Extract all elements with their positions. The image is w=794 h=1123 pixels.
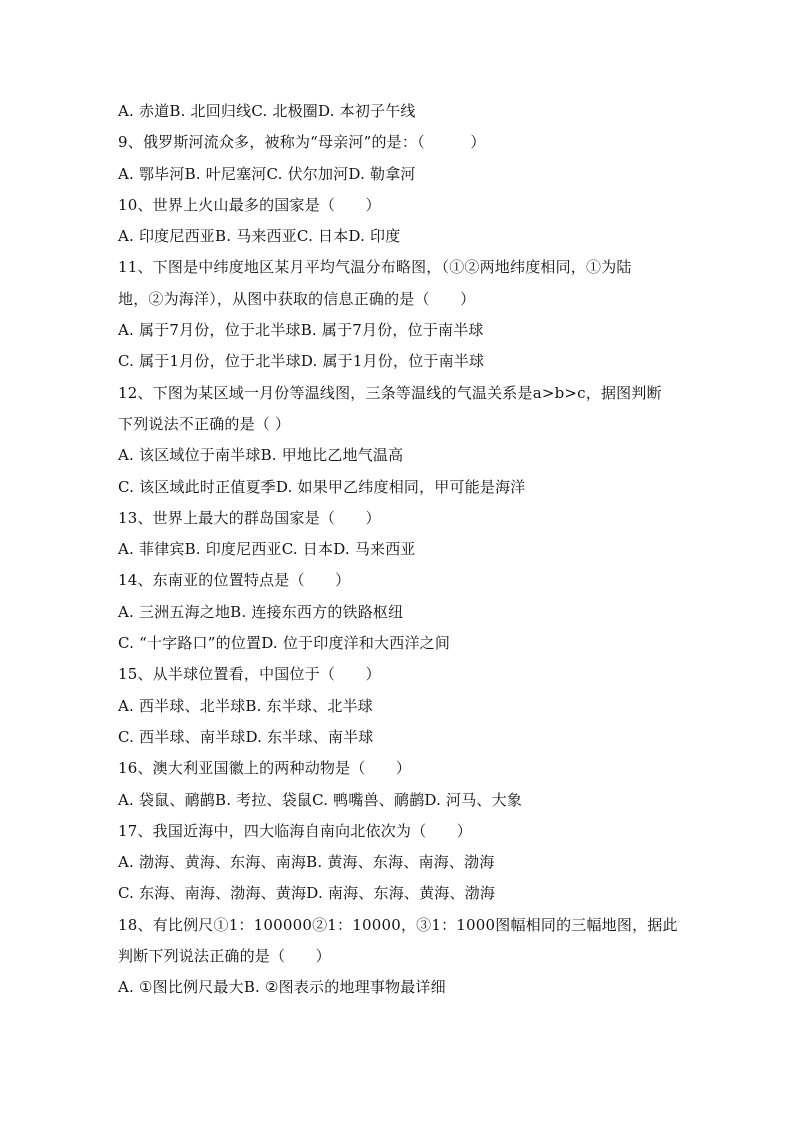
question-12-line-2: 下列说法不正确的是（ ）: [118, 414, 291, 433]
question-9: 9、俄罗斯河流众多，被称为“母亲河”的是：（ ）: [118, 133, 486, 152]
question-17: 17、我国近海中，四大临海自南向北依次为（ ）: [118, 821, 472, 840]
answer-options-q15-ab: A. 西半球、北半球B. 东半球、北半球: [118, 696, 373, 715]
question-18-line-2: 判断下列说法正确的是（ ）: [118, 947, 331, 966]
answer-options-q14-cd: C. “十字路口”的位置D. 位于印度洋和大西洋之间: [118, 634, 451, 653]
question-12-line-1: 12、下图为某区域一月份等温线图，三条等温线的气温关系是a>b>c，据图判断: [118, 383, 662, 402]
answer-options-q9: A. 鄂毕河B. 叶尼塞河C. 伏尔加河D. 勒拿河: [118, 164, 416, 183]
question-16: 16、澳大利亚国徽上的两种动物是（ ）: [118, 759, 412, 778]
question-11-line-1: 11、下图是中纬度地区某月平均气温分布略图，（①②两地纬度相同，①为陆: [118, 258, 632, 277]
answer-options-q10: A. 印度尼西亚B. 马来西亚C. 日本D. 印度: [118, 227, 401, 246]
question-14: 14、东南亚的位置特点是（ ）: [118, 571, 351, 590]
answer-options-q18-ab: A. ①图比例尺最大B. ②图表示的地理事物最详细: [118, 978, 446, 997]
answer-options-q12-ab: A. 该区域位于南半球B. 甲地比乙地气温高: [118, 446, 404, 465]
answer-options-q12-cd: C. 该区域此时正值夏季D. 如果甲乙纬度相同，甲可能是海洋: [118, 477, 526, 496]
question-11-line-2: 地，②为海洋），从图中获取的信息正确的是（ ）: [118, 289, 476, 308]
answer-options-q11-cd: C. 属于1月份，位于北半球D. 属于1月份，位于南半球: [118, 352, 485, 371]
answer-options-q14-ab: A. 三洲五海之地B. 连接东西方的铁路枢纽: [118, 602, 404, 621]
document-body: [118, 96, 678, 1004]
answer-options-q11-ab: A. 属于7月份，位于北半球B. 属于7月份，位于南半球: [118, 321, 484, 340]
answer-options-q15-cd: C. 西半球、南半球D. 东半球、南半球: [118, 727, 374, 746]
question-15: 15、从半球位置看，中国位于（ ）: [118, 665, 381, 684]
question-10: 10、世界上火山最多的国家是（ ）: [118, 195, 381, 214]
question-18-line-1: 18、有比例尺①1：100000②1：10000，③1：1000图幅相同的三幅地图，据此: [118, 915, 678, 934]
answer-options-q17-ab: A. 渤海、黄海、东海、南海B. 黄海、东海、南海、渤海: [118, 853, 495, 872]
answer-options-q8: A. 赤道B. 北回归线C. 北极圈D. 本初子午线: [118, 102, 416, 120]
answer-options-q16: A. 袋鼠、鸸鹋B. 考拉、袋鼠C. 鸭嘴兽、鸸鹋D. 河马、大象: [118, 790, 523, 809]
answer-options-q17-cd: C. 东海、南海、渤海、黄海D. 南海、东海、黄海、渤海: [118, 884, 496, 903]
question-13: 13、世界上最大的群岛国家是（ ）: [118, 508, 381, 527]
answer-options-q13: A. 菲律宾B. 印度尼西亚C. 日本D. 马来西亚: [118, 540, 416, 559]
